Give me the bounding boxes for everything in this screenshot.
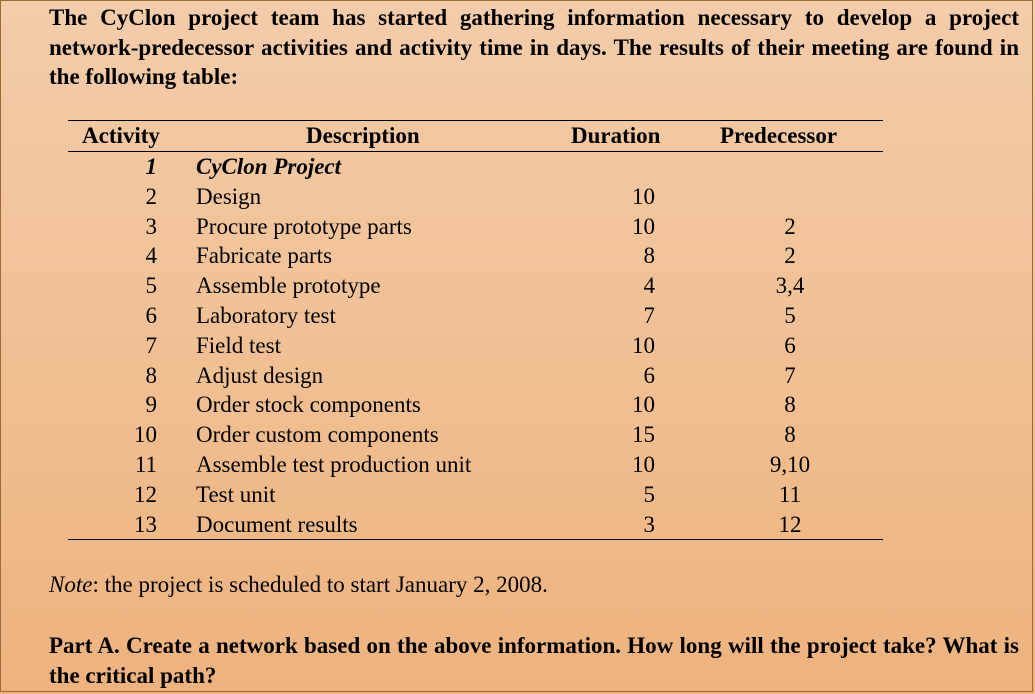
- table-row: [68, 212, 883, 242]
- table-row: [68, 450, 883, 480]
- description-cell: Field test: [196, 332, 281, 358]
- activity-cell: 6: [145, 302, 157, 328]
- description-cell: Document results: [196, 511, 358, 537]
- note-label: Note: [49, 572, 93, 597]
- header-predecessor: Predecessor: [720, 123, 838, 148]
- activity-cell: 4: [145, 243, 157, 269]
- predecessor-cell: 8: [784, 392, 796, 418]
- activity-cell: 11: [134, 451, 157, 477]
- table-row: [68, 420, 883, 450]
- table-row: [68, 152, 883, 182]
- predecessor-cell: 2: [784, 213, 796, 239]
- activity-cell: 8: [145, 362, 157, 388]
- duration-cell: 7: [643, 302, 655, 328]
- description-cell: CyClon Project: [196, 154, 342, 179]
- description-cell: Assemble prototype: [196, 273, 381, 299]
- description-cell: Laboratory test: [196, 302, 336, 328]
- activity-cell: 9: [145, 392, 157, 418]
- predecessor-cell: 6: [784, 332, 796, 358]
- table-row: [68, 271, 883, 301]
- activity-cell: 3: [145, 213, 157, 239]
- table-top-rule: [68, 120, 883, 121]
- predecessor-cell: 12: [778, 511, 802, 537]
- activity-cell: 10: [134, 422, 157, 448]
- table-row: [68, 390, 883, 420]
- duration-cell: 10: [632, 213, 655, 239]
- predecessor-cell: 3,4: [775, 273, 805, 299]
- table-row: [68, 510, 883, 540]
- description-cell: Order stock components: [196, 392, 421, 418]
- description-cell: Adjust design: [196, 362, 324, 388]
- intro-paragraph: The CyClon project team has started gathering information necessary to develop a project network-predecessor activities and activity time in days. The results of their meeting are found in the following table:: [49, 5, 1019, 89]
- predecessor-cell: 2: [784, 243, 796, 269]
- note-text: : the project is scheduled to start January 2, 2008.: [92, 572, 548, 597]
- header-duration: Duration: [571, 123, 661, 148]
- description-cell: Assemble test production unit: [196, 451, 472, 477]
- activity-cell: 2: [145, 183, 157, 209]
- duration-cell: 10: [632, 451, 655, 477]
- table-row: [68, 241, 883, 271]
- description-cell: Design: [196, 183, 262, 209]
- header-description: Description: [306, 123, 420, 148]
- duration-cell: 15: [632, 422, 655, 448]
- duration-cell: 4: [643, 273, 655, 299]
- table-bottom-rule: [68, 539, 883, 540]
- predecessor-cell: 5: [784, 302, 796, 328]
- activity-cell: 12: [134, 481, 157, 507]
- description-cell: Test unit: [196, 481, 276, 507]
- table-row: [68, 361, 883, 391]
- duration-cell: 10: [632, 332, 655, 358]
- duration-cell: 6: [643, 362, 655, 388]
- description-cell: Procure prototype parts: [196, 213, 412, 239]
- description-cell: Fabricate parts: [196, 243, 333, 269]
- table-row: [68, 480, 883, 510]
- duration-cell: 8: [643, 243, 655, 269]
- predecessor-cell: 11: [778, 481, 802, 507]
- activity-cell: 7: [145, 332, 157, 358]
- header-activity: Activity: [82, 123, 160, 148]
- duration-cell: 10: [632, 392, 655, 418]
- duration-cell: 3: [643, 511, 655, 537]
- duration-cell: 5: [643, 481, 655, 507]
- table-row: [68, 182, 883, 212]
- predecessor-cell: 9,10: [769, 451, 811, 477]
- table-row: [68, 301, 883, 331]
- activity-cell: 5: [145, 273, 157, 299]
- part-a-question: Part A. Create a network based on the above information. How long will the project take? What is the critical path?: [49, 633, 1019, 688]
- note-line: [49, 570, 548, 600]
- duration-cell: 10: [632, 183, 655, 209]
- table-body: [68, 152, 883, 539]
- activity-cell: 13: [134, 511, 157, 537]
- predecessor-cell: 7: [784, 362, 796, 388]
- table-row: [68, 331, 883, 361]
- activity-cell: 1: [145, 154, 157, 179]
- description-cell: Order custom components: [196, 422, 439, 448]
- predecessor-cell: 8: [784, 422, 796, 448]
